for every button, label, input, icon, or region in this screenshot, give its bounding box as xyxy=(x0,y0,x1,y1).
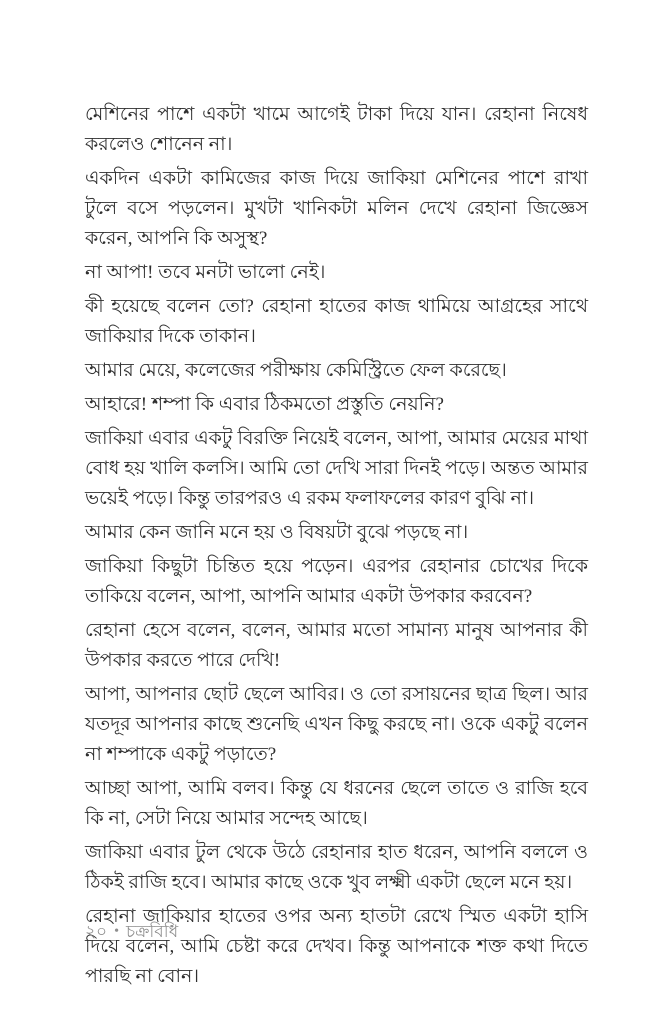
footer-bullet-separator: • xyxy=(114,924,120,939)
paragraph: আপা, আপনার ছোট ছেলে আবির। ও তো রসায়নের ছাত্র ছিল। আর যতদূর আপনার কাছে শুনেছি এখন কিছু করছে না। ওকে একটু বলেন না শম্পাকে একটু পড়াতে? xyxy=(85,684,588,765)
page-number: ২০ xyxy=(85,922,108,941)
book-title: চক্রবিধি xyxy=(126,922,179,941)
paragraph: আমার কেন জানি মনে হয় ও বিষয়টা বুঝে পড়ছে না। xyxy=(85,522,469,543)
paragraph: জাকিয়া এবার একটু বিরক্তি নিয়েই বলেন, আপা, আমার মেয়ের মাথা বোধ হয় খালি কলসি। আমি তো দেখি সারা দিনই পড়ে। অন্তত আমার ভয়েই পড়ে। কিন্তু তারপরও এ রকম ফলাফলের কারণ বুঝি না। xyxy=(85,428,588,509)
page-footer xyxy=(85,920,178,944)
paragraph: একদিন একটা কামিজের কাজ দিয়ে জাকিয়া মেশিনের পাশে রাখা টুলে বসে পড়লেন। মুখটা খানিকটা মলিন দেখে রেহানা জিজ্ঞেস করেন, আপনি কি অসুস্থ? xyxy=(85,168,588,249)
paragraph: রেহানা হেসে বলেন, বলেন, আমার মতো সামান্য মানুষ আপনার কী উপকার করতে পারে দেখি! xyxy=(85,620,588,671)
paragraph: আমার মেয়ে, কলেজের পরীক্ষায় কেমিস্ট্রিতে ফেল করেছে। xyxy=(85,360,507,381)
paragraph: আচ্ছা আপা, আমি বলব। কিন্তু যে ধরনের ছেলে তাতে ও রাজি হবে কি না, সেটা নিয়ে আমার সন্দেহ আছে। xyxy=(85,778,588,829)
paragraph: জাকিয়া এবার টুল থেকে উঠে রেহানার হাত ধরেন, আপনি বললে ও ঠিকই রাজি হবে। আমার কাছে ওকে খুব লক্ষ্মী একটা ছেলে মনে হয়। xyxy=(85,842,588,893)
paragraph: না আপা! তবে মনটা ভালো নেই। xyxy=(85,262,326,283)
paragraph: মেশিনের পাশে একটা খামে আগেই টাকা দিয়ে যান। রেহানা নিষেধ করলেও শোনেন না। xyxy=(85,104,588,155)
paragraph: আহারে! শম্পা কি এবার ঠিকমতো প্রস্তুতি নেয়নি? xyxy=(85,394,444,415)
paragraph: জাকিয়া কিছুটা চিন্তিত হয়ে পড়েন। এরপর রেহানার চোখের দিকে তাকিয়ে বলেন, আপা, আপনি আমার একটা উপকার করবেন? xyxy=(85,556,588,607)
paragraph: রেহানা জাকিয়ার হাতের ওপর অন্য হাতটা রেখে স্মিত একটা হাসি দিয়ে বলেন, আমি চেষ্টা করে দেখব। কিন্তু আপনাকে শক্ত কথা দিতে পারছি না বোন। xyxy=(85,906,588,987)
paragraph: কী হয়েছে বলেন তো? রেহানা হাতের কাজ থামিয়ে আগ্রহের সাথে জাকিয়ার দিকে তাকান। xyxy=(85,296,588,347)
body-text xyxy=(85,100,588,996)
